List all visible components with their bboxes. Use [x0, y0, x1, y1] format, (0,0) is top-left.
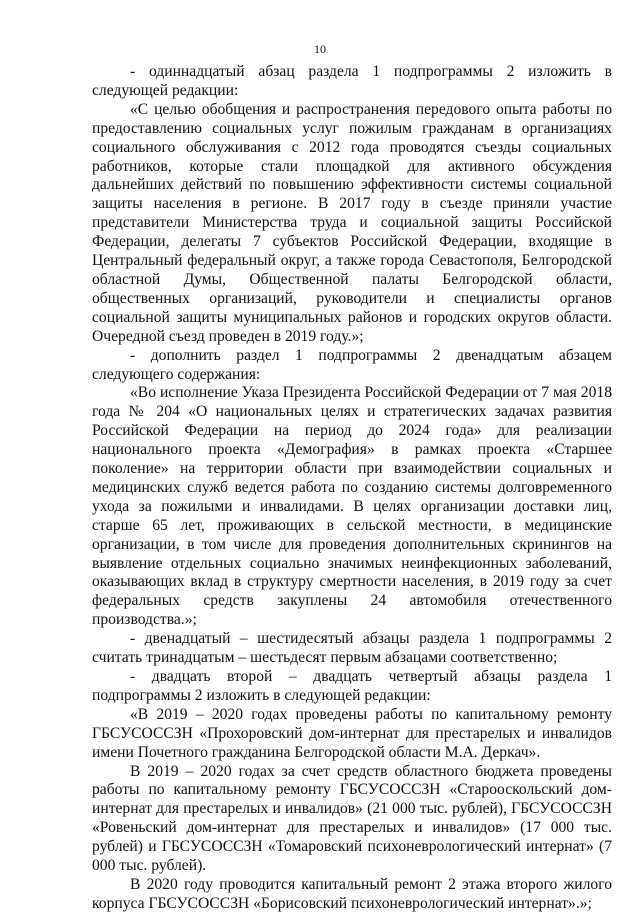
paragraph: - двадцать второй – двадцать четвертый абзацы раздела 1 подпрограммы 2 изложить в следующей редакции:: [92, 668, 612, 704]
page-number: 10: [314, 42, 326, 56]
paragraph: «С целью обобщения и распространения передового опыта работы по предоставлению социальных услуг пожилым гражданам в организациях социального обслуживания с 2012 года проводятся съезды социальных работников, которые стали площадкой для активного обсуждения дальнейших действий по повышению эффективности системы социальной защиты населения в регионе. В 2017 году в съезде приняли участие представители Министерства труда и социальной защиты Российской Федерации, делегаты 7 субъектов Российской Федерации, входящие в Центральный федеральный округ, а также города Севастополя, Белгородской областной Думы, Общественной палаты Белгородской области, общественных организаций, руководители и специалисты органов социальной защиты муниципальных районов и городских округов области. Очередной съезд проведен в 2019 году.»;: [92, 100, 612, 345]
paragraph: В 2019 – 2020 годах за счет средств областного бюджета проведены работы по капитальному ремонту ГБСУСОССЗН «Старооскольский дом-интернат для престарелых и инвалидов» (21 000 тыс. рублей), ГБСУСОССЗН «Ровеньский дом-интернат для престарелых и инвалидов» (17 000 тыс. рублей) и ГБСУСОССЗН «Томаровский психоневрологический интернат» (7 000 тыс. рублей).: [92, 762, 612, 875]
paragraph: «Во исполнение Указа Президента Российской Федерации от 7 мая 2018 года № 204 «О национальных целях и стратегических задачах развития Российской Федерации на период до 2024 года» для реализации национального проекта «Демография» в рамках проекта «Старшее поколение» на территории области при взаимодействии социальных и медицинских служб ведется работа по созданию системы долговременного ухода за пожилыми и инвалидами. В целях организации доставки лиц, старше 65 лет, проживающих в сельской местности, в медицинские организации, в том числе для проведения дополнительных скринингов на выявление отдельных социально значимых неинфекционных заболеваний, оказывающих вклад в структуру смертности населения, в 2019 году за счет федеральных средств закуплены 24 автомобиля отечественного производства.»;: [92, 384, 612, 629]
paragraph: В 2020 году проводится капитальный ремонт 2 этажа второго жилого корпуса ГБСУСОССЗН «Борисовский психоневрологический интернат».»;: [92, 875, 612, 912]
paragraph: - одиннадцатый абзац раздела 1 подпрограммы 2 изложить в следующей редакции:: [92, 63, 612, 99]
paragraph: - двенадцатый – шестидесятый абзацы раздела 1 подпрограммы 2 считать тринадцатым – шестьдесят первым абзацами соответственно;: [92, 630, 612, 667]
paragraph: - дополнить раздел 1 подпрограммы 2 двенадцатым абзацем следующего содержания:: [92, 346, 612, 383]
paragraph: «В 2019 – 2020 годах проведены работы по капитальному ремонту ГБСУСОССЗН «Прохоровский дом-интернат для престарелых и инвалидов имени Почетного гражданина Белгородской области М.А. Деркач».: [92, 705, 612, 761]
document-body: [92, 63, 612, 914]
